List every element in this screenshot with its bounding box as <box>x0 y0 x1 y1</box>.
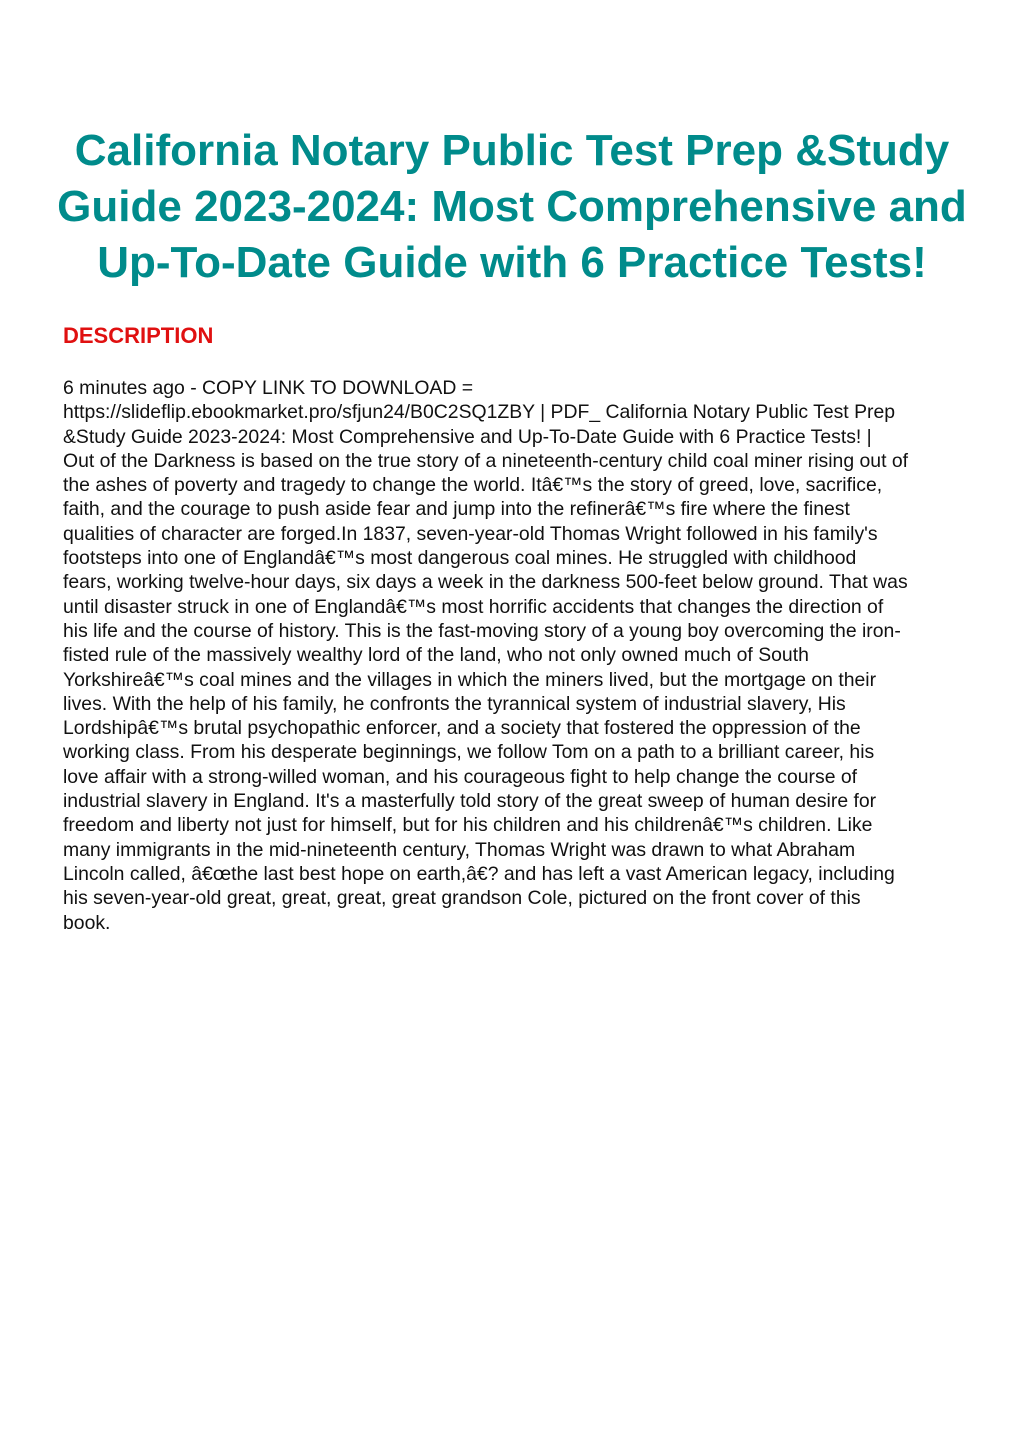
description-heading: DESCRIPTION <box>63 323 214 348</box>
document-title: California Notary Public Test Prep &Study Guide 2023-2024: Most Comprehensive and Up-To-Date Guide with 6 Practice Tests! <box>57 126 967 287</box>
description-text: 6 minutes ago - COPY LINK TO DOWNLOAD = https://slideflip.ebookmarket.pro/sfjun24/B0C2SQ1ZBY | PDF_ California Notary Public Test Prep &Study Guide 2023-2024: Most Comprehensive and Up-To-Date Guide with 6 Practice Tests! | Out of the Darkness is based on the true story of a nineteenth-century child coal miner rising out of the ashes of poverty and tragedy to change the world. Itâ€™s the story of greed, love, sacrifice, faith, and the courage to push aside fear and jump into the refinerâ€™s fire where the finest qualities of character are forged.In 1837, seven-year-old Thomas Wright followed in his family's footsteps into one of Englandâ€™s most dangerous coal mines. He struggled with childhood fears, working twelve-hour days, six days a week in the darkness 500-feet below ground. That was until disaster struck in one of Englandâ€™s most horrific accidents that changes the direction of his life and the course of history. This is the fast-moving story of a young boy overcoming the iron- fisted rule of the massively wealthy lord of the land, who not only owned much of South Yorkshireâ€™s coal mines and the villages in which the miners lived, but the mortgage on their lives. With the help of his family, he confronts the tyrannical system of industrial slavery, His Lordshipâ€™s brutal psychopathic enforcer, and a society that fostered the oppression of the working class. From his desperate beginnings, we follow Tom on a path to a brilliant career, his love affair with a strong-willed woman, and his courageous fight to help change the course of industrial slavery in England. It's a masterfully told story of the great sweep of human desire for freedom and liberty not just for himself, but for his children and his childrenâ€™s children. Like many immigrants in the mid-nineteenth century, Thomas Wright was drawn to what Abraham Lincoln called, â€œthe last best hope on earth,â€? and has left a vast American legacy, including his seven-year-old great, great, great, great grandson Cole, pictured on the front cover of this book. <box>63 377 909 934</box>
